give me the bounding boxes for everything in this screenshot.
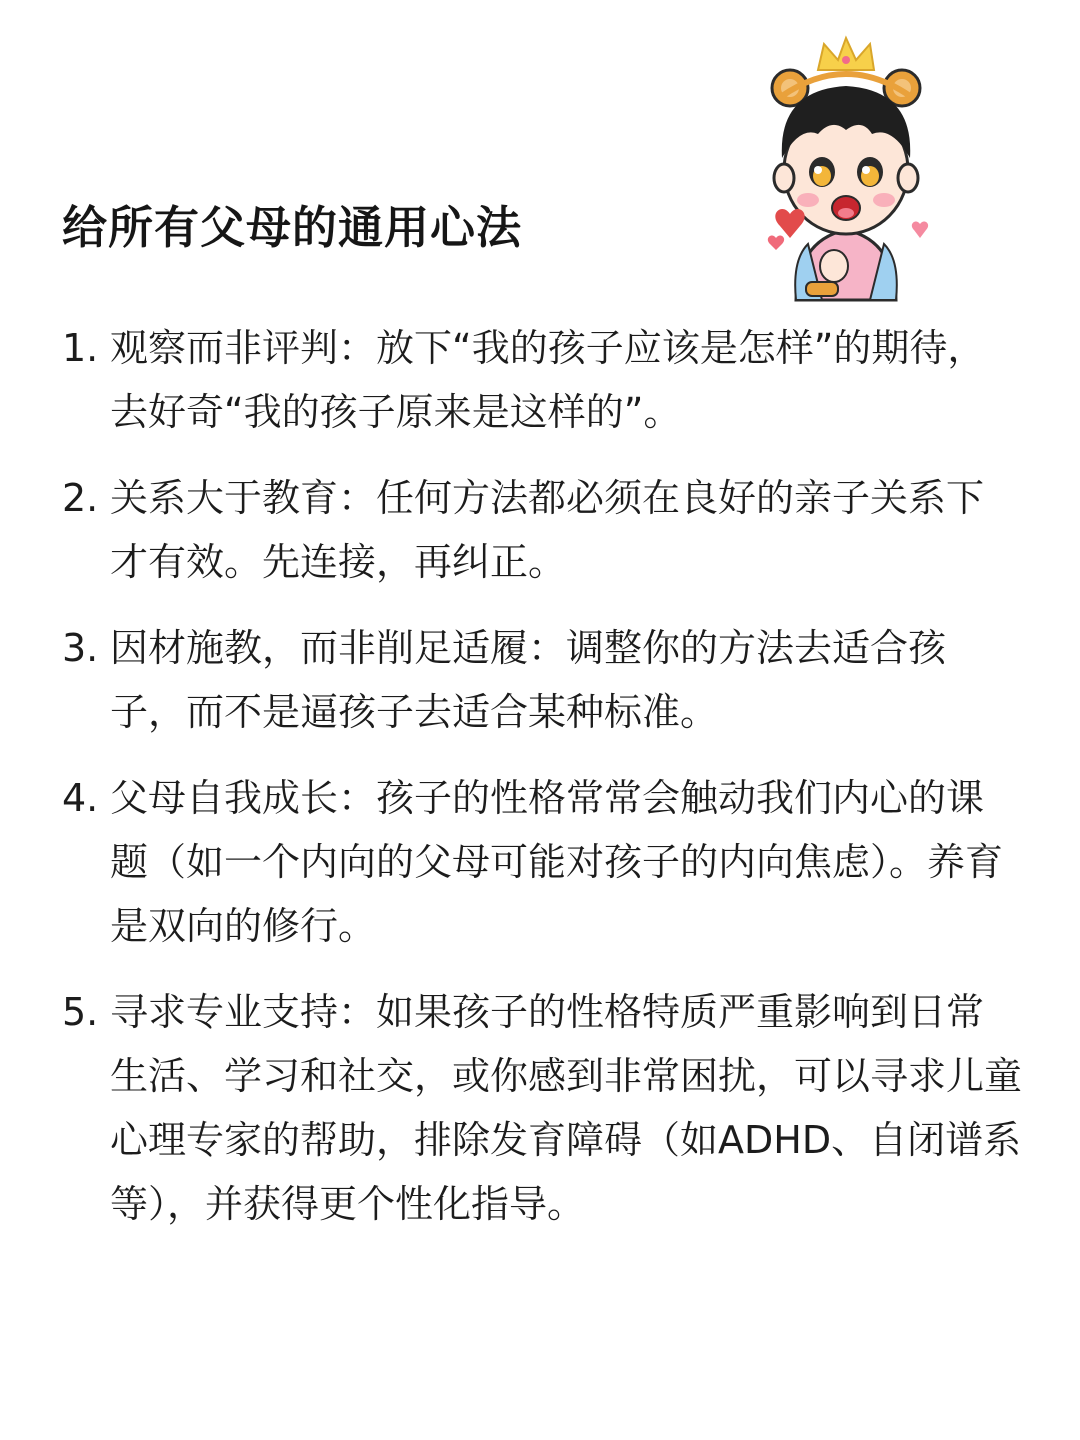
principle-text: 孩子的性格常常会触动我们内心的课题（如一个内向的父母可能对孩子的内向焦虑）。养育是双向的修行。 xyxy=(110,776,1004,948)
page-title: 给所有父母的通用心法 xyxy=(62,201,523,254)
principle-heading: 关系大于教育 xyxy=(110,476,339,520)
principle-item xyxy=(62,980,1022,1236)
principle-text: 任何方法都必须在良好的亲子关系下才有效。先连接，再纠正。 xyxy=(110,476,985,584)
principle-body xyxy=(110,316,1022,444)
principle-heading: 寻求专业支持 xyxy=(110,990,339,1034)
principle-colon: ： xyxy=(338,326,377,370)
principle-text: 放下“我的孩子应该是怎样”的期待，去好奇“我的孩子原来是这样的”。 xyxy=(110,326,986,434)
principle-colon: ： xyxy=(338,776,377,820)
principle-colon: ： xyxy=(338,476,377,520)
principle-text: 调整你的方法去适合孩子，而不是逼孩子去适合某种标准。 xyxy=(110,626,947,734)
principle-body xyxy=(110,766,1022,958)
principle-number: 3. xyxy=(62,626,99,670)
principle-number: 1. xyxy=(62,326,99,370)
principle-number: 2. xyxy=(62,476,99,520)
principle-number: 4. xyxy=(62,776,99,820)
principle-colon: ： xyxy=(338,990,377,1034)
principle-heading: 父母自我成长 xyxy=(110,776,339,820)
principle-item xyxy=(62,316,1022,444)
principle-heading: 观察而非评判 xyxy=(110,326,339,370)
principle-body xyxy=(110,616,1022,744)
principle-text: 如果孩子的性格特质严重影响到日常生活、学习和社交，或你感到非常困扰，可以寻求儿童心理专家的帮助，排除发育障碍（如ADHD、自闭谱系等），并获得更个性化指导。 xyxy=(110,990,1023,1226)
principle-body xyxy=(110,466,1022,594)
principle-heading: 因材施教，而非削足适履 xyxy=(110,626,529,670)
principle-item xyxy=(62,466,1022,594)
principle-body xyxy=(110,980,1022,1236)
principles-list xyxy=(62,316,1022,1258)
principle-item xyxy=(62,766,1022,958)
principle-number: 5. xyxy=(62,990,99,1034)
cartoon-boy-heart-sticker-icon xyxy=(752,30,932,310)
principle-item xyxy=(62,616,1022,744)
principle-colon: ： xyxy=(528,626,567,670)
